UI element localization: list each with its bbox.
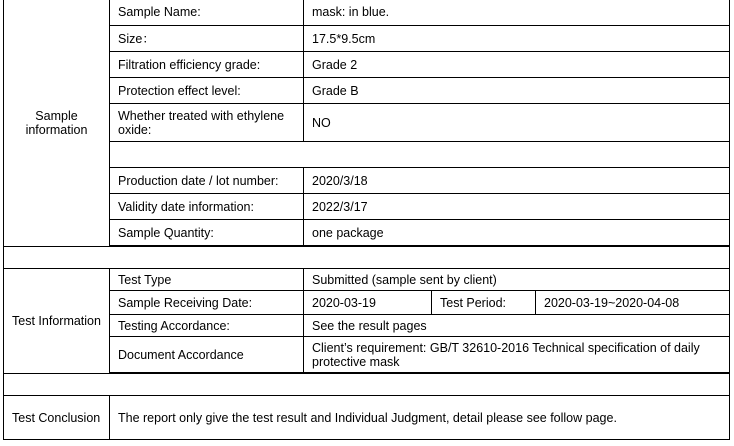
test-conclusion-text: The report only give the test result and Individual Judgment, detail please see follow page.: [110, 396, 730, 440]
test-period-value: 2020-03-19~2020-04-08: [536, 291, 730, 315]
section-spacer: [4, 247, 730, 269]
sample-name-label: Sample Name:: [110, 0, 304, 26]
testing-accordance-value: See the result pages: [304, 315, 730, 337]
report-table: [3, 0, 730, 440]
validity-date-value: 2022/3/17: [304, 194, 730, 220]
test-period-label: Test Period:: [432, 291, 536, 315]
production-date-label: Production date / lot number:: [110, 168, 304, 194]
sample-quantity-label: Sample Quantity:: [110, 220, 304, 246]
receiving-date-label: Sample Receiving Date:: [110, 291, 304, 315]
section-spacer-2: [4, 374, 730, 396]
production-date-value: 2020/3/18: [304, 168, 730, 194]
protection-level-value: Grade B: [304, 78, 730, 104]
size-label: Size：: [110, 26, 304, 52]
testing-accordance-label: Testing Accordance:: [110, 315, 304, 337]
validity-date-label: Validity date information:: [110, 194, 304, 220]
ethylene-oxide-label: Whether treated with ethylene oxide:: [110, 104, 304, 142]
filtration-grade-label: Filtration efficiency grade:: [110, 52, 304, 78]
test-type-value: Submitted (sample sent by client): [304, 269, 730, 291]
sample-name-value: mask: in blue.: [304, 0, 730, 26]
sample-info-section-label: Sample information: [4, 0, 110, 247]
sample-blank-row: [110, 142, 730, 168]
ethylene-oxide-value: NO: [304, 104, 730, 142]
sample-quantity-value: one package: [304, 220, 730, 246]
test-info-section-label: Test Information: [4, 269, 110, 374]
receiving-date-value: 2020-03-19: [304, 291, 432, 315]
document-accordance-value: Client’s requirement: GB/T 32610-2016 Technical specification of daily protective mask: [304, 337, 730, 373]
filtration-grade-value: Grade 2: [304, 52, 730, 78]
test-conclusion-label: Test Conclusion: [4, 396, 110, 440]
size-value: 17.5*9.5cm: [304, 26, 730, 52]
test-type-label: Test Type: [110, 269, 304, 291]
document-accordance-label: Document Accordance: [110, 337, 304, 373]
protection-level-label: Protection effect level:: [110, 78, 304, 104]
